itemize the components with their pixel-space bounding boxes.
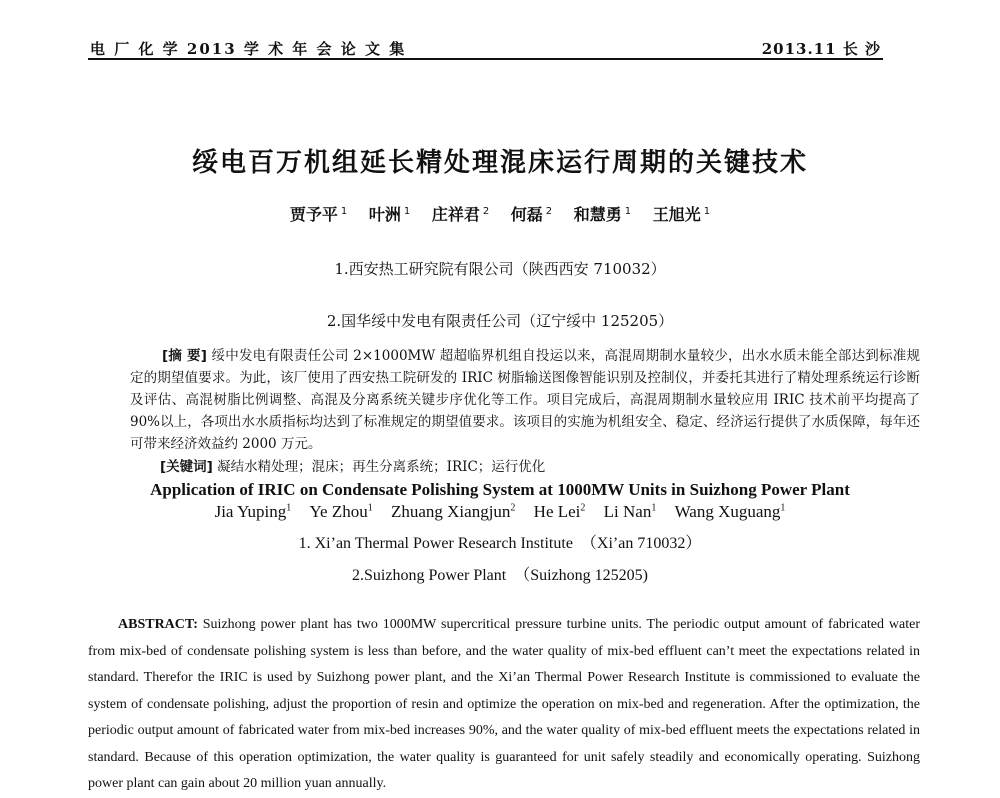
author: 王旭光 $^1$ [652,205,711,224]
affiliation-chinese-2: 2.国华绥中发电有限责任公司（辽宁绥中 125205） [326,312,674,330]
author: Ye Zhou$^1$ [309,502,373,521]
abstract-text: 绥中发电有限责任公司 2×1000MW 超超临界机组自投运以来，高混周期制水量较少，出水水质未能全部达到标准规定的期望值要求。为此，该厂使用了西安热工院研发的 IRIC 树脂输送图像智能识别及控制仪，并委托其进行了精处理系统运行诊断及评估、高混树脂比例调整、高混及分离系统关键步序优化等工作。项目完成后，高混周期制水量较应用 IRIC 技术前平均提高了 90%以上，各项出水水质指标均达到了标准规定的期望值要求。该项目的实施为机组安全、稳定、经济运行提供了水质保障，每年还可带来经济效益约 2000 万元。 [130,348,920,452]
affiliation-english-2: 2.Suizhong Power Plant （Suizhong 125205) [352,567,648,584]
keywords-text: 凝结水精处理；混床；再生分离系统；IRIC；运行优化 [217,459,546,475]
paper-title-english: Application of IRIC on Condensate Polishing System at 1000MW Units in Suizhong Power Plant [150,480,850,499]
author: He Lei$^2$ [533,502,586,521]
author: Zhuang Xiangjun$^2$ [390,502,516,521]
abstract-english [88,612,920,798]
abstract-text: Suizhong power plant has two 1000MW supercritical pressure turbine units. The periodic output amount of fabricated water from mix-bed of condensate polishing system is less than before, and the water quality of mix-bed effluent can’t meet the expectations related in standard. Therefor the IRIC is used by Suizhong power plant, and the Xi’an Thermal Power Research Institute is commissioned to evaluate the system of condensate polishing, adjust the proportion of resin and optimize the operation on mix-bed and regeneration. After the optimization, the periodic output amount of fabricated water from mix-bed increases 90%, and the water quality of mix-bed effluent meets the expectations related in standard. Because of this operation optimization, the water quality is guaranteed for unit safely steadily and economically operating. Suizhong power plant can gain about 20 million yuan annually. [88,617,920,791]
author: 何磊 $^2$ [510,205,553,224]
author: 叶洲 $^1$ [368,205,411,224]
author-list-chinese [0,202,1000,225]
author: 贾予平 $^1$ [289,205,348,224]
keywords-chinese [160,455,920,475]
paper-title-chinese: 绥电百万机组延长精处理混床运行周期的关键技术 [191,148,808,178]
conference-date-location: 2013.11 长 沙 [761,40,881,58]
author-list-english [0,502,1000,522]
proceedings-title: 电 厂 化 学 2013 学 术 年 会 论 文 集 [90,40,407,58]
abstract-label: ABSTRACT: [118,617,198,632]
keywords-label: [关键词] [160,459,213,475]
author: 庄祥君 $^2$ [431,205,490,224]
abstract-label: [摘 要] [162,348,207,364]
running-header [88,38,883,60]
author: Wang Xuguang$^1$ [674,502,786,521]
affiliation-chinese-1: 1.西安热工研究院有限公司（陕西西安 710032） [334,260,666,278]
author: 和慧勇 $^1$ [573,205,632,224]
abstract-chinese [130,345,920,455]
author: Li Nan$^1$ [603,502,657,521]
author: Jia Yuping$^1$ [214,502,292,521]
affiliation-english-1: 1. Xi’an Thermal Power Research Institute （Xi’an 710032） [298,535,702,552]
